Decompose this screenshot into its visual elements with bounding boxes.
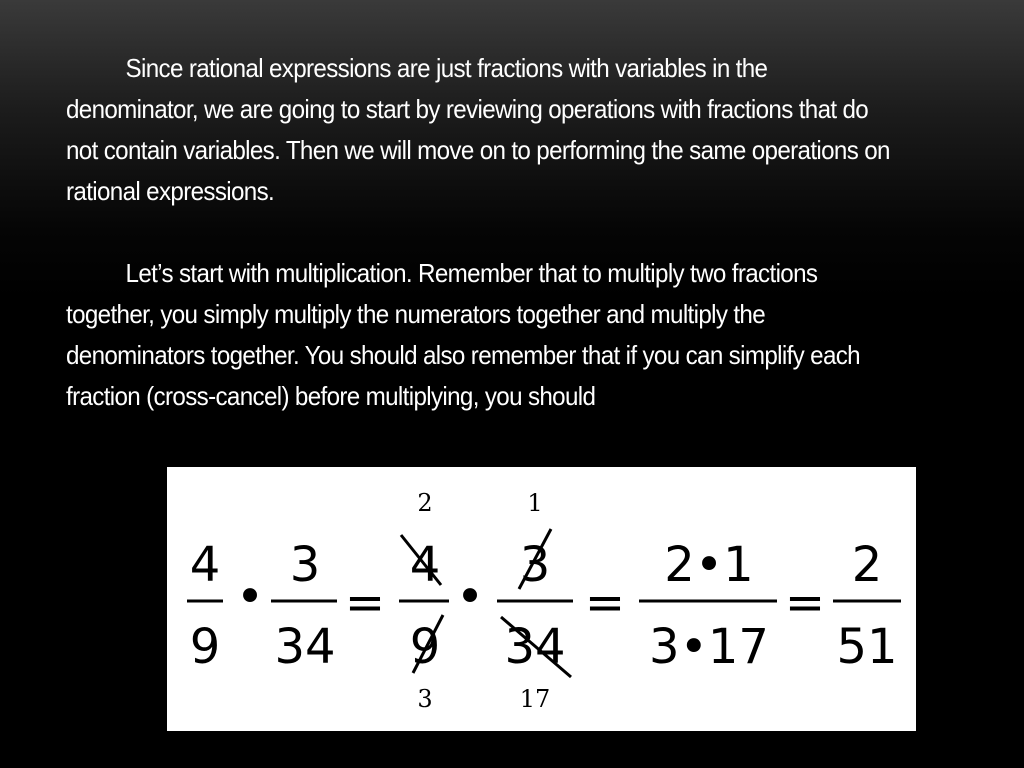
frac2-denominator: 34: [274, 619, 336, 675]
frac1-numerator: 4: [189, 537, 221, 593]
frac1-denominator: 9: [189, 619, 221, 675]
equation-figure: [167, 467, 916, 731]
frac6-numerator: 2: [851, 537, 883, 593]
equals-sign-1: =: [344, 575, 386, 631]
frac3-numerator: 4: [409, 537, 441, 593]
slide-text-body: [66, 48, 903, 417]
frac3-reduced-numerator: 2: [417, 489, 433, 517]
fraction-multiplication-example: [167, 467, 916, 731]
frac4-denominator: 34: [504, 619, 566, 675]
frac5-numerator: 2•1: [664, 537, 754, 593]
frac2-numerator: 3: [289, 537, 321, 593]
frac4-reduced-denominator: 17: [519, 685, 551, 713]
multiply-dot-1: •: [235, 569, 265, 625]
equals-sign-2: =: [584, 575, 626, 631]
multiply-dot-2: •: [455, 569, 485, 625]
paragraph-multiplication: Let’s start with multiplication. Remember that to multiply two fractions together, you simply multiply the numerators together and multiply the denominators together. You should also remember that if you can simplify each fraction (cross-cancel) before multiplying, you should: [66, 258, 860, 411]
frac4-reduced-numerator: 1: [527, 489, 543, 517]
frac6-denominator: 51: [836, 619, 898, 675]
frac4-numerator: 3: [519, 537, 551, 593]
frac3-reduced-denominator: 3: [417, 685, 433, 713]
frac5-denominator: 3•17: [649, 619, 769, 675]
equals-sign-3: =: [784, 575, 826, 631]
paragraph-intro: Since rational expressions are just fractions with variables in the denominator, we are going to start by reviewing operations with fractions that do not contain variables. Then we will move on to performing the same operations on rational expressions.: [66, 53, 890, 206]
frac3-denominator: 9: [409, 619, 441, 675]
